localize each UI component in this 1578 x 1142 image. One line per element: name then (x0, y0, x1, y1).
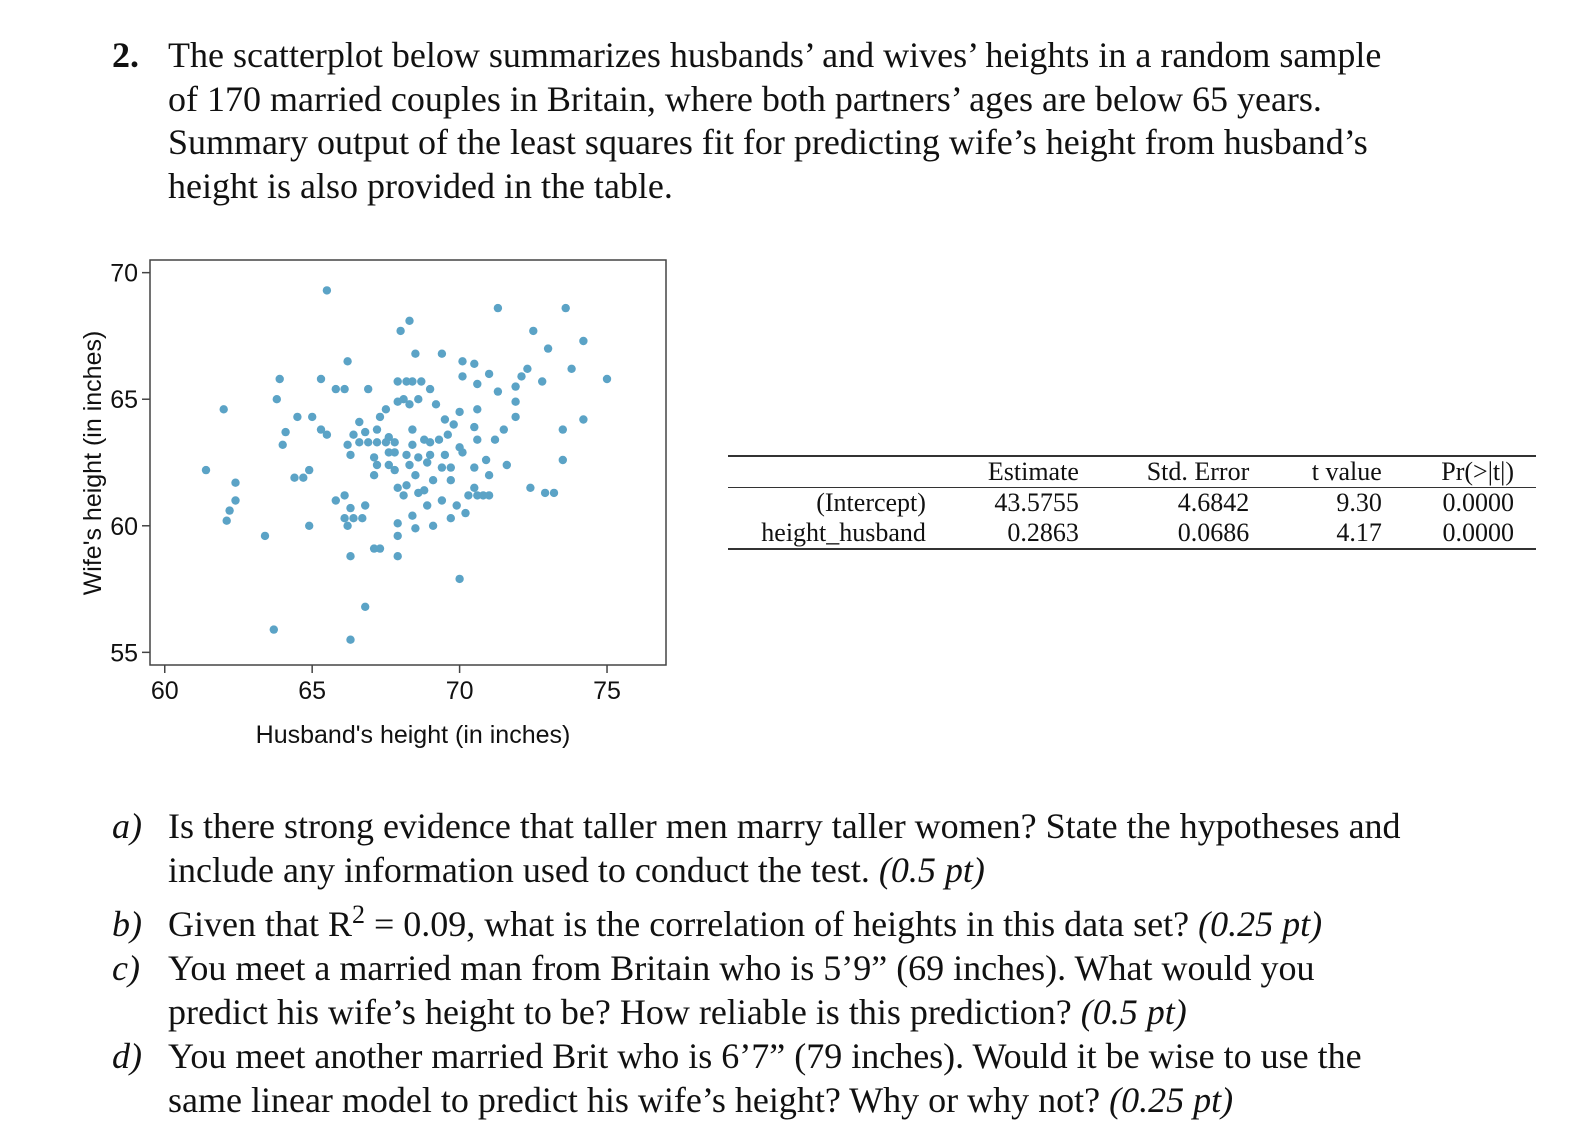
data-point (391, 438, 399, 446)
table-header-std-error: Std. Error (1146, 457, 1250, 486)
data-point (458, 372, 466, 380)
table-header-estimate: Estimate (987, 457, 1079, 486)
data-point (491, 436, 499, 444)
table-header-blank (728, 457, 966, 488)
data-point (261, 532, 269, 540)
data-point (426, 451, 434, 459)
data-point (417, 377, 425, 385)
x-axis (151, 665, 621, 705)
data-point (376, 544, 384, 552)
data-point (541, 489, 549, 497)
data-point (399, 491, 407, 499)
data-point (453, 501, 461, 509)
data-point (438, 463, 446, 471)
data-point (414, 395, 422, 403)
data-point (396, 327, 404, 335)
data-point (394, 519, 402, 527)
question-line: You meet a married man from Britain who is 5’9” (69 inches). What would you (168, 948, 1315, 988)
data-point (538, 377, 546, 385)
scatterplot-svg (70, 245, 690, 765)
data-point (225, 506, 233, 514)
data-point (364, 438, 372, 446)
p-value-cell: 0.0000 (1442, 488, 1514, 517)
data-points (202, 286, 611, 644)
data-point (579, 415, 587, 423)
data-point (394, 377, 402, 385)
y-tick-label: 60 (110, 512, 138, 541)
data-point (305, 466, 313, 474)
question-text: same linear model to predict his wife’s height? Why or why not? (168, 1079, 1101, 1120)
data-point (455, 408, 463, 416)
x-axis-label: Husband's height (in inches) (255, 721, 571, 749)
data-point (511, 382, 519, 390)
data-point (340, 385, 348, 393)
data-point (447, 476, 455, 484)
data-point (323, 431, 331, 439)
data-point (447, 463, 455, 471)
data-point (414, 489, 422, 497)
x-tick-label: 60 (150, 677, 179, 705)
t-value-cell: 4.17 (1336, 518, 1382, 547)
question-label: a) (112, 806, 142, 846)
table-row (728, 518, 1536, 548)
data-point (394, 484, 402, 492)
data-point (343, 522, 351, 530)
data-point (223, 517, 231, 525)
data-point (323, 286, 331, 294)
data-point (343, 357, 351, 365)
data-point (358, 514, 366, 522)
question-points: (0.25 pt) (1109, 1079, 1234, 1120)
data-point (450, 420, 458, 428)
data-point (273, 395, 281, 403)
question-text: predict his wife’s height to be? How reliable is this prediction? (168, 991, 1072, 1032)
question-line (168, 849, 1518, 893)
regression-table (728, 455, 1536, 550)
data-point (503, 461, 511, 469)
y-axis (110, 260, 150, 668)
problem-line: The scatterplot below summarizes husbands’ and wives’ heights in a random sample (168, 35, 1382, 75)
data-point (408, 441, 416, 449)
data-point (441, 415, 449, 423)
data-point (444, 431, 452, 439)
superscript: 2 (351, 900, 365, 929)
data-point (349, 514, 357, 522)
data-point (429, 522, 437, 530)
data-point (432, 400, 440, 408)
question-label: d) (112, 1036, 142, 1076)
data-point (346, 636, 354, 644)
data-point (414, 453, 422, 461)
y-axis-label: Wife's height (in inches) (79, 330, 107, 596)
data-point (293, 413, 301, 421)
data-point (470, 423, 478, 431)
question-line (168, 900, 1518, 947)
data-point (494, 304, 502, 312)
question-body (168, 900, 1518, 947)
problem-number: 2. (112, 35, 139, 75)
data-point (470, 360, 478, 368)
scatterplot (70, 245, 690, 765)
y-tick-label: 70 (110, 259, 138, 288)
data-point (402, 451, 410, 459)
data-point (455, 575, 463, 583)
data-point (529, 327, 537, 335)
data-point (349, 431, 357, 439)
question-body (168, 1035, 1518, 1122)
data-point (470, 463, 478, 471)
question-label: c) (112, 948, 140, 988)
data-point (411, 471, 419, 479)
x-tick-label: 75 (593, 677, 621, 705)
data-point (408, 425, 416, 433)
data-point (382, 405, 390, 413)
data-point (317, 375, 325, 383)
data-point (420, 436, 428, 444)
x-tick-label: 70 (445, 677, 474, 705)
data-point (405, 400, 413, 408)
data-point (441, 451, 449, 459)
data-point (411, 524, 419, 532)
row-label: (Intercept) (816, 488, 926, 517)
table-header-p-value: Pr(>|t|) (1441, 457, 1514, 486)
data-point (281, 428, 289, 436)
data-point (473, 380, 481, 388)
data-point (559, 425, 567, 433)
question-text: include any information used to conduct the test. (168, 849, 870, 890)
data-point (559, 456, 567, 464)
data-point (544, 344, 552, 352)
data-point (332, 385, 340, 393)
data-point (402, 481, 410, 489)
data-point (567, 365, 575, 373)
data-point (391, 466, 399, 474)
data-point (447, 514, 455, 522)
data-point (270, 625, 278, 633)
data-point (361, 428, 369, 436)
data-point (332, 496, 340, 504)
data-point (361, 501, 369, 509)
table-row (728, 488, 1536, 519)
y-tick-label: 65 (110, 386, 138, 415)
data-point (346, 451, 354, 459)
data-point (299, 474, 307, 482)
data-point (470, 484, 478, 492)
question-points: (0.5 pt) (878, 849, 985, 890)
data-point (550, 489, 558, 497)
data-point (361, 603, 369, 611)
question-line (168, 991, 1518, 1035)
data-point (355, 438, 363, 446)
data-point (370, 453, 378, 461)
data-point (370, 471, 378, 479)
problem-line: Summary output of the least squares fit for predicting wife’s height from husband’s (168, 122, 1368, 162)
data-point (485, 471, 493, 479)
t-value-cell: 9.30 (1336, 488, 1382, 517)
data-point (343, 441, 351, 449)
data-point (394, 552, 402, 560)
data-point (461, 509, 469, 517)
data-point (458, 448, 466, 456)
data-point (382, 438, 390, 446)
data-point (346, 504, 354, 512)
data-point (511, 413, 519, 421)
question-points: (0.25 pt) (1198, 904, 1323, 944)
data-point (405, 317, 413, 325)
table-header-t-value: t value (1311, 457, 1382, 486)
data-point (231, 479, 239, 487)
question-text: Given that R (168, 904, 352, 944)
data-point (364, 385, 372, 393)
data-point (494, 387, 502, 395)
data-point (202, 466, 210, 474)
regression-output (728, 457, 1536, 548)
row-label: height_husband (761, 518, 926, 547)
data-point (511, 398, 519, 406)
data-point (603, 375, 611, 383)
data-point (485, 491, 493, 499)
data-point (423, 501, 431, 509)
data-point (408, 377, 416, 385)
question-points: (0.5 pt) (1080, 991, 1187, 1032)
data-point (562, 304, 570, 312)
problem-text (168, 34, 1468, 208)
data-point (405, 461, 413, 469)
data-point (231, 496, 239, 504)
data-point (423, 458, 431, 466)
data-point (526, 484, 534, 492)
data-point (308, 413, 316, 421)
data-point (458, 357, 466, 365)
data-point (408, 512, 416, 520)
data-point (426, 385, 434, 393)
data-point (464, 491, 472, 499)
data-point (438, 496, 446, 504)
data-point (473, 405, 481, 413)
problem-line: of 170 married couples in Britain, where both partners’ ages are below 65 years. (168, 78, 1322, 119)
data-point (391, 448, 399, 456)
data-point (500, 425, 508, 433)
data-point (482, 456, 490, 464)
question-label: b) (112, 904, 142, 944)
p-value-cell: 0.0000 (1442, 518, 1514, 547)
question-text: = 0.09, what is the correlation of heights in this data set? (364, 904, 1190, 944)
table-header-row (728, 457, 1536, 488)
data-point (373, 461, 381, 469)
data-point (579, 337, 587, 345)
estimate-cell: 43.5755 (994, 488, 1079, 517)
problem-line: height is also provided in the table. (168, 165, 673, 206)
data-point (346, 552, 354, 560)
data-point (429, 476, 437, 484)
data-point (220, 405, 228, 413)
question-line: Is there strong evidence that taller men marry taller women? State the hypotheses and (168, 806, 1401, 846)
data-point (373, 425, 381, 433)
data-point (373, 438, 381, 446)
data-point (523, 365, 531, 373)
data-point (517, 372, 525, 380)
data-point (411, 350, 419, 358)
data-point (376, 413, 384, 421)
data-point (435, 436, 443, 444)
question-line (168, 1079, 1518, 1123)
data-point (394, 532, 402, 540)
x-tick-label: 65 (298, 677, 327, 705)
data-point (355, 418, 363, 426)
data-point (438, 350, 446, 358)
data-point (473, 436, 481, 444)
data-point (305, 522, 313, 530)
std-error-cell: 4.6842 (1177, 488, 1250, 517)
question-line: You meet another married Brit who is 6’7” (79 inches). Would it be wise to use the (168, 1036, 1362, 1076)
y-tick-label: 55 (110, 639, 138, 668)
data-point (279, 441, 287, 449)
estimate-cell: 0.2863 (1007, 518, 1079, 547)
question-body (168, 805, 1518, 892)
data-point (340, 491, 348, 499)
data-point (290, 474, 298, 482)
data-point (276, 375, 284, 383)
std-error-cell: 0.0686 (1177, 518, 1250, 547)
data-point (340, 514, 348, 522)
question-body (168, 947, 1518, 1034)
data-point (485, 370, 493, 378)
